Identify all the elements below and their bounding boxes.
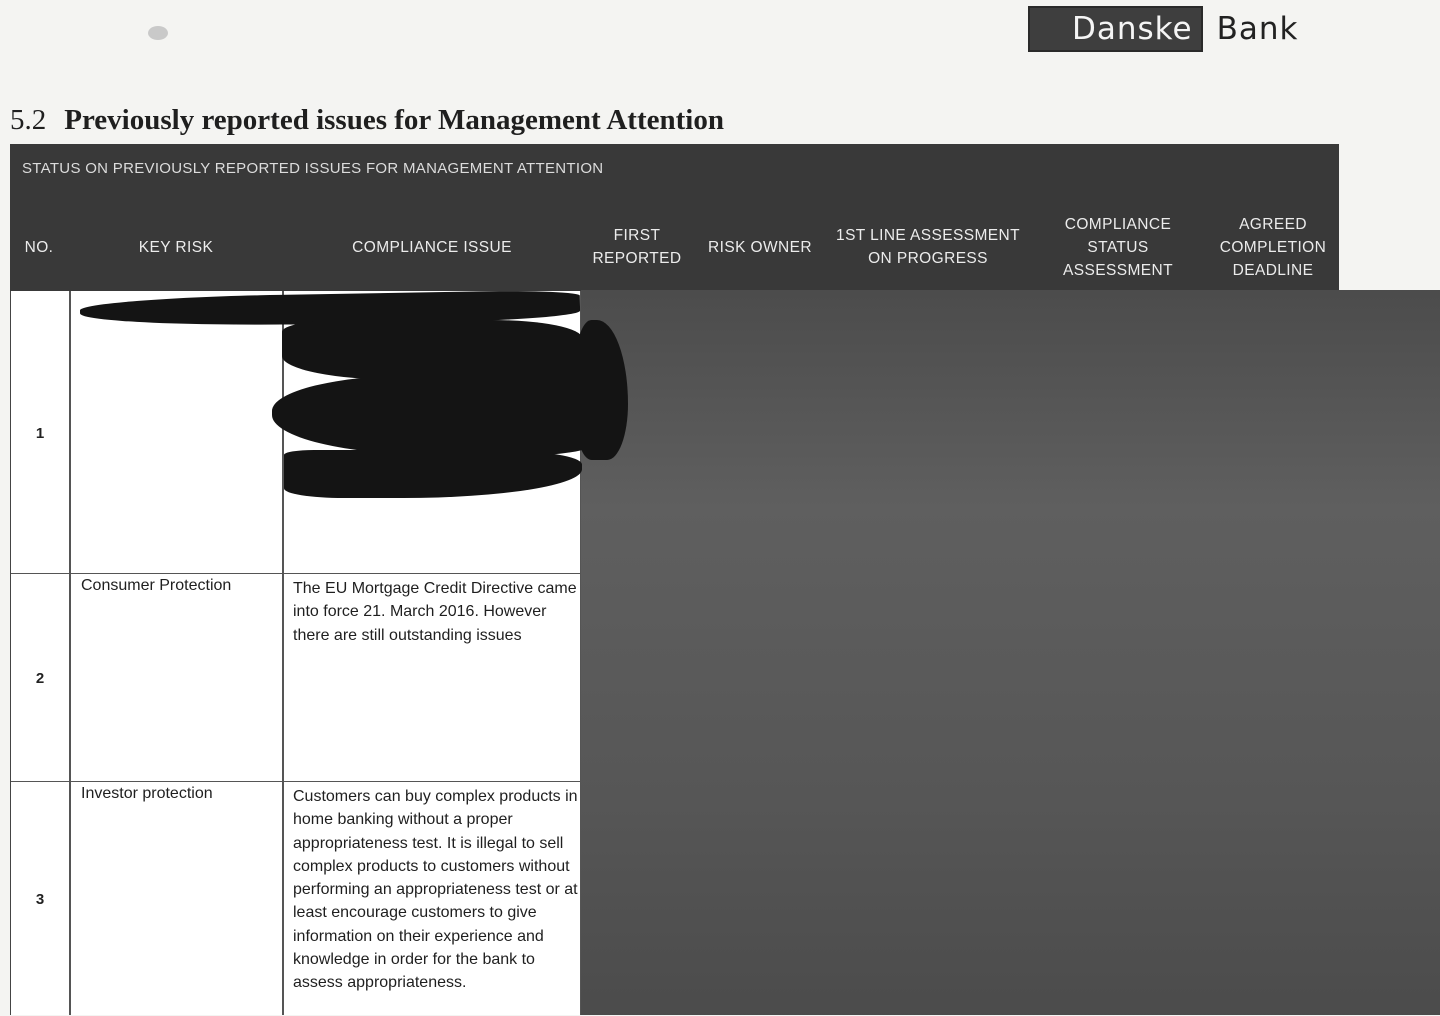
redaction-block [581,290,1440,1015]
col-header-compliance-status-line2: STATUS [1087,238,1149,256]
col-header-risk-owner-text: RISK OWNER [708,238,812,256]
col-header-key-risk [70,204,282,290]
col-header-risk-owner [692,204,828,290]
col-header-agreed-deadline-line1: AGREED [1239,215,1307,233]
table-row-2 [11,573,582,782]
row-number: 3 [35,891,45,908]
compliance-issue-cell: The EU Mortgage Credit Directive came into force 21. March 2016. However there are still outstanding issues [293,580,577,644]
section-title-text: Previously reported issues for Management Attention [64,104,724,136]
col-header-compliance-status-line1: COMPLIANCE [1064,215,1172,233]
header-smudge [148,26,168,40]
logo-box [1028,6,1203,52]
col-header-compliance-status [1028,204,1208,290]
col-header-compliance-status-line3: ASSESSMENT [1063,261,1173,279]
col-header-agreed-deadline [1208,204,1338,290]
danske-bank-logo [1028,6,1298,52]
key-risk-cell: Consumer Protection [81,577,232,594]
col-header-first-line-line2: ON PROGRESS [868,250,988,267]
row-number: 1 [35,425,45,442]
col-header-agreed-deadline-line3: DEADLINE [1232,261,1314,279]
row-number: 2 [35,670,45,687]
compliance-issue-cell: Customers can buy complex products in home banking without a proper appropriateness test. It is illegal to sell complex products to customers without performing an appropriateness test or at least encourage customers to give information on their experience and knowledge in order for the bank to assess appropriateness. [293,788,578,992]
col-header-first-reported [582,204,692,290]
col-header-first-reported-line2: REPORTED [592,250,682,267]
logo-word-bank: Bank [1216,11,1299,47]
col-header-no [10,204,68,290]
redaction-scribble [272,375,600,455]
col-header-agreed-deadline-line2: COMPLETION [1219,238,1327,256]
col-header-first-line [828,204,1028,290]
table-header [10,144,1339,291]
col-header-compliance-issue [282,204,582,290]
table-row-3 [11,781,582,1016]
col-header-key-risk-text: KEY RISK [138,238,214,256]
redaction-scribble [282,320,582,380]
logo-word-danske: Danske [1072,11,1193,47]
col-header-compliance-issue-text: COMPLIANCE ISSUE [352,238,512,256]
col-header-first-reported-line1: FIRST [613,227,661,244]
col-header-no-text: NO. [24,238,54,256]
section-heading [10,104,724,137]
key-risk-cell: Investor protection [81,785,213,802]
col-header-first-line-line1: 1ST LINE ASSESSMENT [836,227,1020,244]
table-banner: STATUS ON PREVIOUSLY REPORTED ISSUES FOR MANAGEMENT ATTENTION [22,160,604,177]
section-number: 5.2 [10,104,47,136]
